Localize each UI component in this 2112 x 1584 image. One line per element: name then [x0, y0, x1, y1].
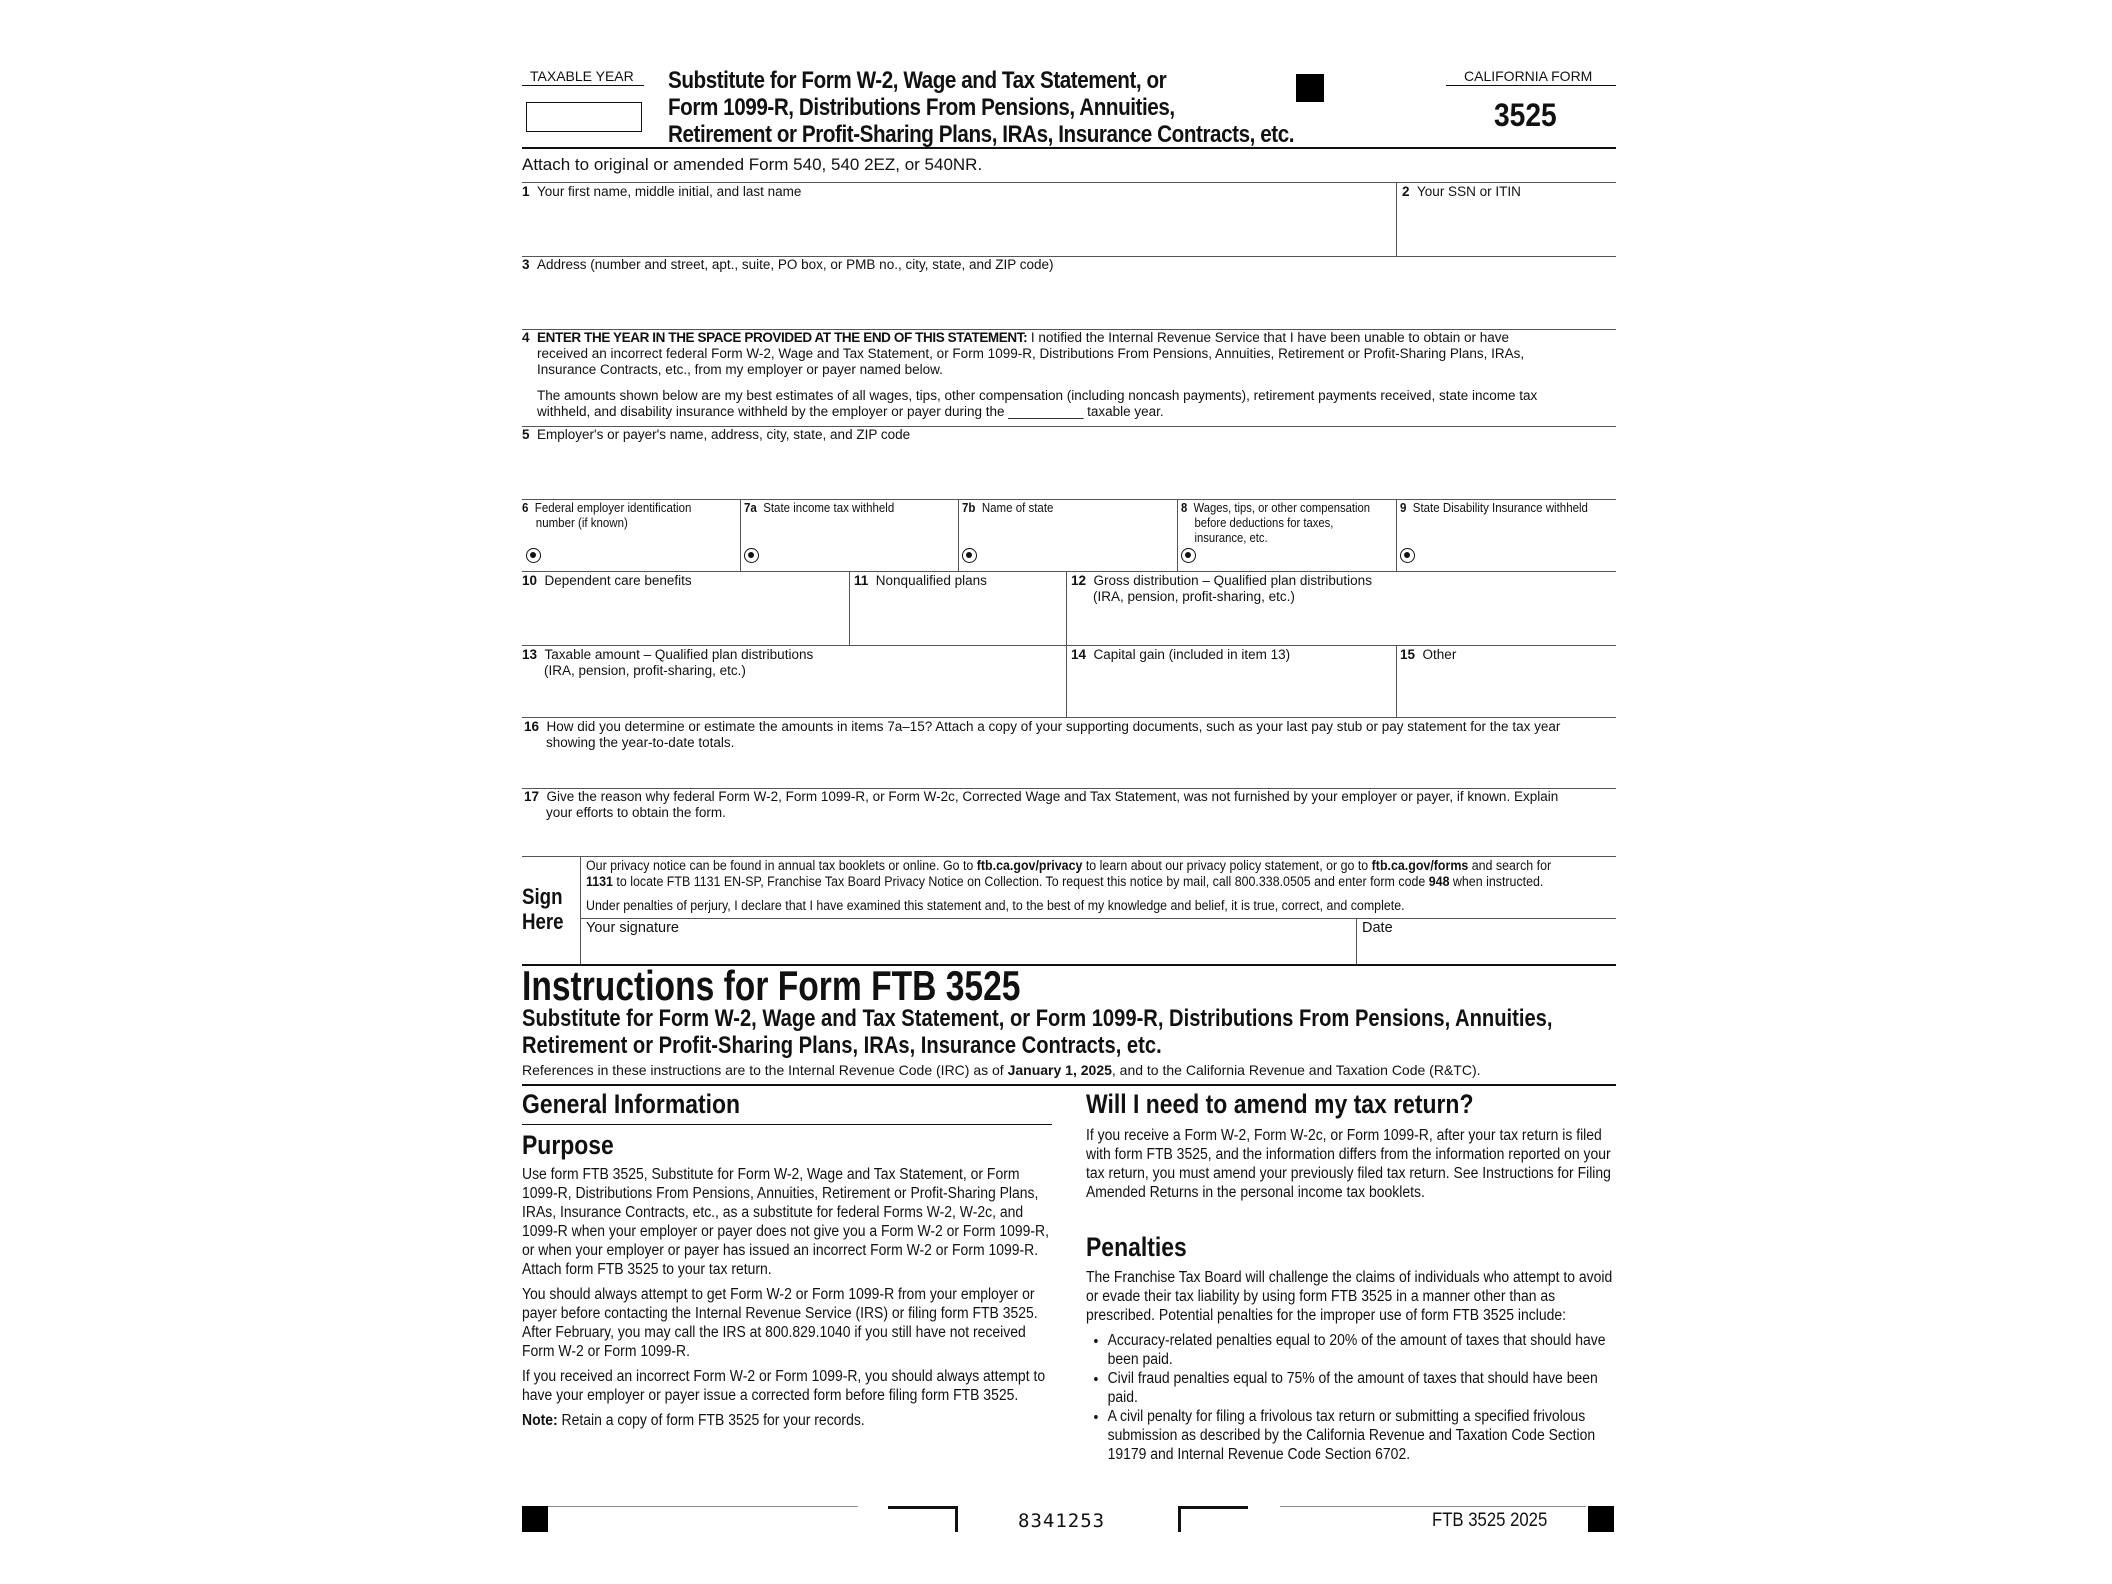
field-6-radio[interactable] [526, 548, 541, 563]
form-title-line1: Substitute for Form W-2, Wage and Tax Statement, or [668, 67, 1167, 94]
field-5-label: 5 Employer's or payer's name, address, city, state, and ZIP code [522, 427, 911, 442]
employer-input[interactable] [540, 446, 1610, 496]
registration-mark-bottom-left [522, 1506, 548, 1532]
field-16-label: 16 How did you determine or estimate the amounts in items 7a–15? Attach a copy of your supporting documents, such as your last pay stub or pay statement for the tax year showing the year-to-date totals. [524, 719, 1561, 750]
here-label: Here [522, 909, 564, 934]
purpose-text: Use form FTB 3525, Substitute for Form W-2, Wage and Tax Statement, or Form 1099-R, Distributions From Pensions, Annuities, Retirement or Profit-Sharing Plans, IRAs, Insurance Contracts, etc., as a substitute for federal Forms W-2, W-2c, and 1099-R when your employer or payer does not give you a Form W-2 or Form 1099-R, or when your employer or payer has issued an incorrect Form W-2 or Form 1099-R. Attach form FTB 3525 to your tax return. You should always attempt to get Form W-2 or Form 1099-R from your employer or payer before contacting the Internal Revenue Service (IRS) or filing form FTB 3525. After February, you may call the IRS at 800.829.1040 if you still have not received Form W-2 or Form 1099-R. If you received an incorrect Form W-2 or Form 1099-R, you should always attempt to have your employer or payer issue a corrected form before filing form FTB 3525. Note: Retain a copy of form FTB 3525 for your records. [522, 1166, 1049, 1429]
field-13-label: 13 Taxable amount – Qualified plan distributions (IRA, pension, profit-sharing, etc.) [522, 647, 814, 678]
form-title-line2: Form 1099-R, Distributions From Pensions, Annuities, [668, 94, 1175, 121]
amend-text: If you receive a Form W-2, Form W-2c, or Form 1099-R, after your tax return is filed with form FTB 3525, and the information differs from the information reported on your tax return, you must amend your previously filed tax return. See Instructions for Filing Amended Returns in the personal income tax booklets. [1086, 1127, 1611, 1201]
penalties-heading: Penalties [1086, 1232, 1187, 1262]
field-12-label: 12 Gross distribution – Qualified plan distributions (IRA, pension, profit-sharing, etc.) [1071, 573, 1372, 604]
penalties-list [1086, 1331, 1617, 1464]
date-label: Date [1362, 920, 1393, 936]
address-input[interactable] [540, 276, 1610, 326]
references-note: References in these instructions are to the Internal Revenue Code (IRC) as of January 1, 2025, and to the California Revenue and Taxation Code (R&TC). [522, 1062, 1481, 1078]
corner-mark-left [888, 1506, 958, 1532]
field-15-label: 15 Other [1400, 647, 1457, 662]
field-7a-label: 7a State income tax withheld [744, 501, 895, 515]
form-id-footer: FTB 3525 2025 [1432, 1510, 1548, 1531]
field-1-label: 1 Your first name, middle initial, and last name [522, 184, 802, 199]
registration-mark-bottom-right [1588, 1506, 1614, 1532]
field-6-label: 6 Federal employer identification number (if known) [522, 501, 692, 530]
list-item: • Accuracy-related penalties equal to 20% of the amount of taxes that should have been paid. [1108, 1331, 1617, 1369]
date-input[interactable] [1362, 938, 1612, 962]
list-item: • Civil fraud penalties equal to 75% of the amount of taxes that should have been paid. [1108, 1369, 1617, 1407]
field-4-statement: 4 ENTER THE YEAR IN THE SPACE PROVIDED AT THE END OF THIS STATEMENT: I notified the Internal Revenue Service that I have been unable to obtain or have received an incorrect federal Form W-2, Wage and Tax Statement, or Form 1099-R, Distributions From Pensions, Annuities, Retirement or Profit-Sharing Plans, IRAs, Insurance Contracts, etc., from my employer or payer named below. The amounts shown below are my best estimates of all wages, tips, other compensation (including noncash payments), retirement payments received, state income tax withheld, and disability insurance withheld by the employer or payer during the __________ taxable year. [522, 330, 1538, 419]
signature-label: Your signature [586, 920, 679, 936]
form-title-line3: Retirement or Profit-Sharing Plans, IRAs, Insurance Contracts, etc. [668, 121, 1295, 148]
name-input[interactable] [540, 202, 1390, 252]
privacy-notice: Our privacy notice can be found in annual tax booklets or online. Go to ftb.ca.gov/privacy to learn about our privacy policy statement, or go to ftb.ca.gov/forms and search for 1131 to locate FTB 1131 EN-SP, Franchise Tax Board Privacy Notice on Collection. To request this notice by mail, call 800.338.0505 and enter form code 948 when instructed. [586, 858, 1552, 889]
field-7b-radio[interactable] [962, 548, 977, 563]
perjury-statement: Under penalties of perjury, I declare that I have examined this statement and, to the best of my knowledge and belief, it is true, correct, and complete. [586, 898, 1405, 913]
field-8-label: 8 Wages, tips, or other compensation before deductions for taxes, insurance, etc. [1181, 501, 1371, 545]
field-11-label: 11 Nonqualified plans [854, 573, 987, 588]
field-3-label: 3 Address (number and street, apt., suite, PO box, or PMB no., city, state, and ZIP code) [522, 257, 1054, 272]
instructions-subtitle: Substitute for Form W-2, Wage and Tax Statement, or Form 1099-R, Distributions From Pensions, Annuities, Retirement or Profit-Sharing Plans, IRAs, Insurance Contracts, etc. [522, 1005, 1553, 1059]
field-7b-label: 7b Name of state [962, 501, 1054, 515]
attach-note: Attach to original or amended Form 540, 540 2EZ, or 540NR. [522, 155, 983, 174]
instructions-title: Instructions for Form FTB 3525 [522, 962, 1021, 1009]
field-7a-radio[interactable] [744, 548, 759, 563]
taxable-year-input[interactable] [526, 102, 642, 132]
amend-heading: Will I need to amend my tax return? [1086, 1089, 1474, 1119]
form-number: 3525 [1494, 97, 1557, 133]
taxable-year-label: TAXABLE YEAR [530, 68, 634, 84]
field-9-radio[interactable] [1400, 548, 1415, 563]
registration-mark-top [1296, 74, 1324, 102]
list-item: • A civil penalty for filing a frivolous tax return or submitting a specified frivolous submission as described by the California Revenue and Taxation Code Section 19179 and Internal Revenue Code Section 6702. [1108, 1407, 1617, 1464]
purpose-heading: Purpose [522, 1130, 614, 1160]
general-information-heading: General Information [522, 1089, 741, 1119]
barcode-number: 8341253 [1018, 1510, 1106, 1532]
field-8-radio[interactable] [1181, 548, 1196, 563]
sign-label: Sign [522, 884, 563, 909]
field-2-label: 2 Your SSN or ITIN [1402, 184, 1521, 199]
field-14-label: 14 Capital gain (included in item 13) [1071, 647, 1291, 662]
penalties-text: The Franchise Tax Board will challenge the claims of individuals who attempt to avoid or evade their tax liability by using form FTB 3525 in a manner other than as prescribed. Potential penalties for the improper use of form FTB 3525 include: • Accuracy-related penalties equal to 20% of the amount of taxes that should have been paid. • Civil fraud penalties equal to 75% of the amount of taxes that should have been paid. • A civil penalty for filing a frivolous tax return or submitting a specified frivolous submission as described by the California Revenue and Taxation Code Section 19179 and Internal Revenue Code Section 6702. [1086, 1268, 1617, 1464]
field-9-label: 9 State Disability Insurance withheld [1400, 501, 1588, 515]
signature-input[interactable] [586, 938, 1350, 962]
corner-mark-right [1178, 1506, 1248, 1532]
ssn-input[interactable] [1402, 202, 1612, 252]
field-10-label: 10 Dependent care benefits [522, 573, 692, 588]
california-form-label: CALIFORNIA FORM [1464, 68, 1593, 84]
field-17-label: 17 Give the reason why federal Form W-2, Form 1099-R, or Form W-2c, Corrected Wage and Tax Statement, was not furnished by your employer or payer, if known. Explain your efforts to obtain the form. [524, 789, 1559, 820]
